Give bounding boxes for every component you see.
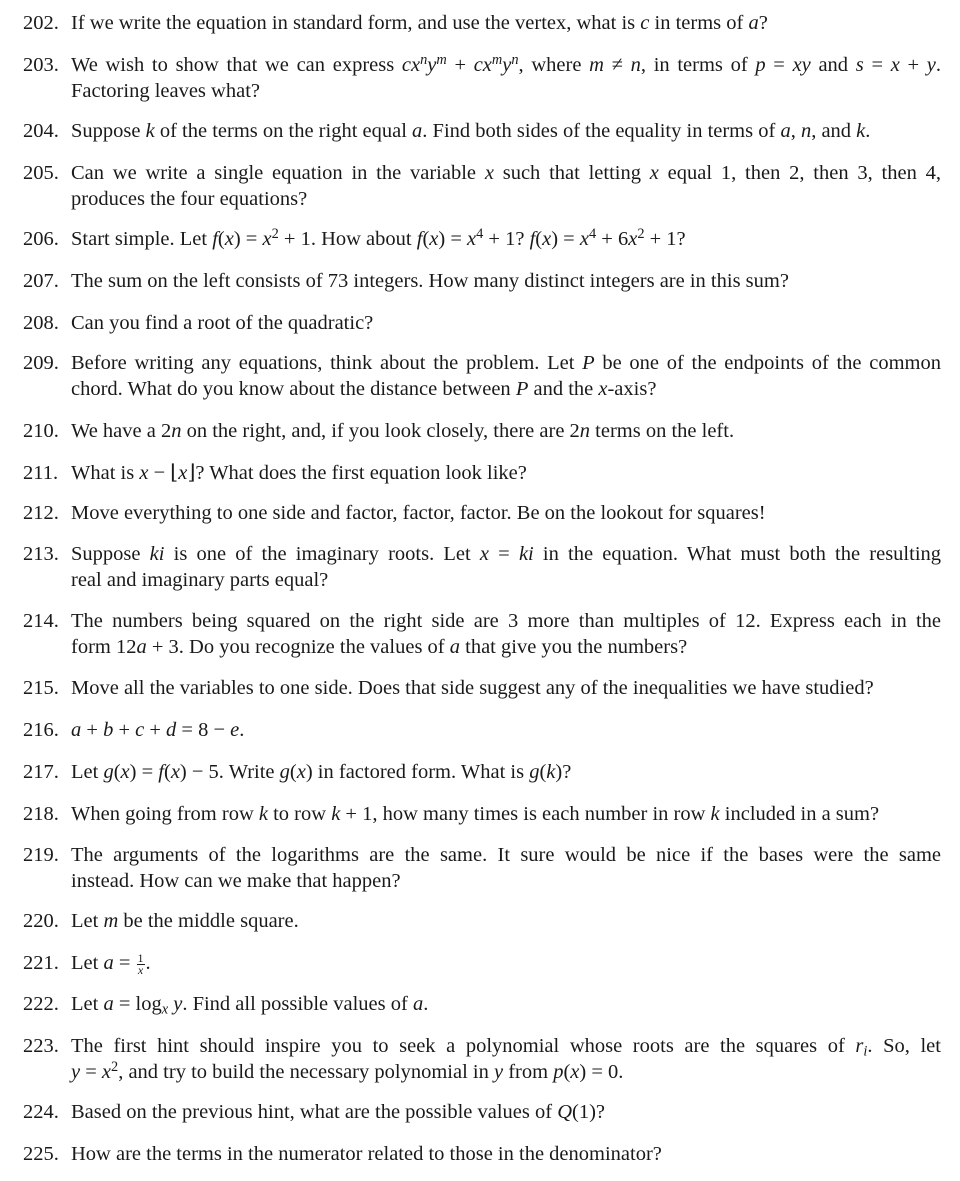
text-run: ( [422, 228, 430, 250]
hint-line [71, 1141, 941, 1167]
hint-number: 205. [23, 162, 59, 184]
hint-number: 204. [23, 120, 59, 142]
fraction [137, 950, 145, 977]
text-run: and the [528, 378, 599, 400]
hint-text [71, 717, 941, 743]
text-run: that give you the numbers? [460, 636, 688, 658]
text-run: . Find both sides of the equality in terms of [422, 120, 781, 142]
math-variable: a [103, 952, 114, 974]
hint-number: 217. [23, 761, 59, 783]
text-run: is one of the imaginary roots. Let [164, 543, 480, 565]
hint-number: 212. [23, 502, 59, 524]
text-run: )? [555, 761, 572, 783]
math-variable: y [493, 1061, 504, 1083]
text-run: . Find all possible values of [182, 993, 413, 1015]
text-run: . [865, 120, 871, 142]
text-run: + 6 [596, 228, 629, 250]
math-variable: n [630, 54, 641, 76]
superscript: 4 [588, 225, 597, 242]
hint-line [71, 908, 941, 934]
math-variable: x [296, 761, 306, 783]
math-variable: c [640, 12, 650, 34]
hint-text [71, 608, 941, 660]
hint-number: 216. [23, 719, 59, 741]
text-run: Can you find a root of the quadratic? [71, 312, 374, 334]
hint-item [23, 268, 941, 294]
hint-line [71, 350, 941, 376]
text-run: + 3. Do you recognize the values of [146, 636, 450, 658]
math-variable: n [171, 420, 182, 442]
superscript: 2 [637, 225, 645, 242]
math-variable: x [542, 228, 552, 250]
math-variable: n [800, 120, 812, 142]
text-run: ⌋? What does the first equation look like? [187, 462, 527, 484]
hint-line [71, 842, 941, 868]
math-variable: p [553, 1061, 564, 1083]
math-variable: x [224, 228, 234, 250]
hint-item [23, 717, 941, 743]
hint-line [71, 541, 941, 567]
text-run: chord. What do you know about the distance between [71, 378, 516, 400]
math-variable: cx [401, 54, 421, 76]
hint-number: 222. [23, 993, 59, 1015]
hint-line [71, 717, 941, 743]
math-variable: x [139, 462, 149, 484]
math-variable: x [101, 1061, 112, 1083]
math-variable: x [170, 761, 180, 783]
hint-text [71, 541, 941, 593]
text-run: be one of the endpoints of the common [594, 352, 941, 374]
text-run: ( [563, 1061, 571, 1083]
text-run: When going from row [71, 803, 259, 825]
hint-line [71, 1099, 941, 1125]
text-run: from [503, 1061, 554, 1083]
hint-item [23, 1141, 941, 1167]
math-variable: x [598, 378, 608, 400]
hint-item [23, 226, 941, 252]
text-run: − ⌊ [148, 462, 179, 484]
text-run: of the terms on the right equal [154, 120, 413, 142]
math-variable: x [120, 761, 130, 783]
text-run: . So, let [867, 1035, 941, 1057]
text-run: ( [535, 228, 543, 250]
text-run: (1)? [572, 1101, 606, 1123]
text-run: ( [113, 761, 121, 783]
math-variable: e [230, 719, 240, 741]
text-run: , and try to build the necessary polynomial in [118, 1061, 494, 1083]
hint-line [71, 567, 941, 593]
fraction-numerator: 1 [137, 950, 144, 965]
hint-number: 208. [23, 312, 59, 334]
hint-line [71, 376, 941, 402]
math-variable: x [467, 228, 477, 250]
hint-item [23, 1033, 941, 1085]
text-run: + 1. How about [278, 228, 417, 250]
math-variable: xy [792, 54, 811, 76]
hint-item [23, 842, 941, 894]
math-variable: x [628, 228, 638, 250]
hint-item [23, 801, 941, 827]
hint-item [23, 759, 941, 785]
text-run: real and imaginary parts equal? [71, 569, 329, 591]
text-run: + [446, 54, 474, 76]
hint-number: 221. [23, 952, 59, 974]
text-run: form 12 [71, 636, 137, 658]
hint-number: 202. [23, 12, 59, 34]
hint-line [71, 868, 941, 894]
math-variable: p [755, 54, 766, 76]
hint-line [71, 759, 941, 785]
math-variable: y [173, 993, 183, 1015]
subscript: i [863, 1043, 868, 1060]
math-variable: a [412, 993, 424, 1015]
hint-line [71, 310, 941, 336]
hint-text [71, 10, 941, 36]
hint-number: 213. [23, 543, 59, 565]
text-run: Start simple. Let [71, 228, 213, 250]
text-run: ) = [129, 761, 159, 783]
hint-number: 209. [23, 352, 59, 374]
text-run: + 1, how many times is each number in row [340, 803, 711, 825]
text-run: Based on the previous hint, what are the possible values of [71, 1101, 558, 1123]
math-variable: x [429, 228, 439, 250]
text-run: The sum on the left consists of 73 integers. How many distinct integers are in this sum? [71, 270, 789, 292]
math-variable: a [103, 993, 114, 1015]
hint-item [23, 908, 941, 934]
math-variable: k [546, 761, 556, 783]
hint-text [71, 1033, 941, 1085]
text-run: ( [163, 761, 171, 783]
hint-number: 220. [23, 910, 59, 932]
math-variable: a [412, 120, 423, 142]
hint-text [71, 226, 941, 252]
superscript: 4 [476, 225, 484, 242]
math-variable: f [158, 761, 164, 783]
hint-text [71, 160, 941, 212]
text-run: in the equation. What must both the resulting [533, 543, 942, 565]
math-variable: ki [149, 543, 165, 565]
math-variable: a [71, 719, 82, 741]
hint-number: 224. [23, 1101, 59, 1123]
hint-text [71, 268, 941, 294]
math-variable: y [427, 54, 437, 76]
text-run: Move everything to one side and factor, factor, factor. Be on the lookout for squares! [71, 502, 766, 524]
superscript: n [511, 51, 519, 68]
text-run: = [113, 952, 136, 974]
math-variable: cx [473, 54, 492, 76]
text-run: ) = [551, 228, 580, 250]
text-run: ) = 0. [579, 1061, 624, 1083]
hint-line [71, 460, 941, 486]
hint-item [23, 350, 941, 402]
text-run: Before writing any equations, think about the problem. Let [71, 352, 583, 374]
text-run: = log [113, 993, 162, 1015]
text-run: Let [71, 910, 104, 932]
math-variable: k [710, 803, 720, 825]
text-run: terms on the left. [590, 420, 735, 442]
text-run: We wish to show that we can express [71, 54, 402, 76]
text-run: + [81, 719, 104, 741]
hint-text [71, 801, 941, 827]
text-run: ( [289, 761, 297, 783]
hint-text [71, 675, 941, 701]
text-run: How are the terms in the numerator related to those in the denominator? [71, 1143, 662, 1165]
text-run: , where [518, 54, 590, 76]
math-variable: k [331, 803, 341, 825]
hint-line [71, 418, 941, 444]
math-variable: y [71, 1061, 81, 1083]
text-run: instead. How can we make that happen? [71, 870, 401, 892]
text-run: , [790, 120, 801, 142]
text-run: + 1? [483, 228, 530, 250]
hint-text [71, 1141, 941, 1167]
text-run: Let [71, 761, 104, 783]
hint-item [23, 991, 941, 1017]
math-variable: m [589, 54, 604, 76]
text-run: . [145, 952, 151, 974]
text-run: = [765, 54, 793, 76]
hint-number: 214. [23, 610, 59, 632]
hint-line [71, 1033, 941, 1059]
math-variable: y [502, 54, 512, 76]
hint-item [23, 118, 941, 144]
text-run: , in terms of [640, 54, 756, 76]
math-variable: f [529, 228, 536, 250]
hint-number: 207. [23, 270, 59, 292]
math-variable: x [479, 543, 489, 565]
math-variable: k [856, 120, 866, 142]
hint-line [71, 950, 941, 976]
hint-item [23, 10, 941, 36]
math-variable: y [926, 54, 936, 76]
math-variable: a [748, 12, 759, 34]
text-run: The numbers being squared on the right side are 3 more than multiples of 12. Express each in the [71, 610, 941, 632]
hint-item [23, 608, 941, 660]
hint-item [23, 541, 941, 593]
hint-text [71, 310, 941, 336]
math-variable: x [484, 162, 494, 184]
text-run: The first hint should inspire you to seek a polynomial whose roots are the squares of [71, 1035, 856, 1057]
text-run: Suppose [71, 543, 150, 565]
text-run: ( [539, 761, 547, 783]
hint-text [71, 460, 941, 486]
hint-line [71, 608, 941, 634]
text-run: ( [217, 228, 225, 250]
hint-line [71, 675, 941, 701]
hint-text [71, 759, 941, 785]
text-run: ≠ [603, 54, 631, 76]
hint-item [23, 160, 941, 212]
math-variable: s [855, 54, 864, 76]
hint-line [71, 118, 941, 144]
hint-line [71, 186, 941, 212]
hint-line [71, 801, 941, 827]
text-run: and [810, 54, 856, 76]
hint-text [71, 118, 941, 144]
text-run: Let [71, 993, 104, 1015]
superscript: m [436, 51, 447, 68]
subscript: x [161, 1001, 169, 1018]
hint-number: 203. [23, 54, 59, 76]
hint-item [23, 310, 941, 336]
text-run: . [935, 54, 941, 76]
hint-text [71, 950, 941, 976]
hint-number: 223. [23, 1035, 59, 1057]
fraction-denominator: x [137, 962, 144, 977]
hint-line [71, 268, 941, 294]
superscript: 2 [271, 225, 279, 242]
hint-line [71, 226, 941, 252]
text-run: ) − 5. Write [179, 761, 280, 783]
text-run: We have a 2 [71, 420, 172, 442]
text-run: produces the four equations? [71, 188, 308, 210]
hint-line [71, 1059, 941, 1085]
math-variable: b [103, 719, 114, 741]
text-run: Factoring leaves what? [71, 80, 260, 102]
text-run: equal 1, then 2, then 3, then 4, [658, 162, 941, 184]
hint-number: 218. [23, 803, 59, 825]
hint-text [71, 908, 941, 934]
text-run: . [423, 993, 429, 1015]
text-run: such that letting [493, 162, 650, 184]
text-run: . [239, 719, 245, 741]
text-run: + [113, 719, 136, 741]
math-variable: x [579, 228, 589, 250]
hint-text [71, 52, 941, 104]
superscript: n [420, 51, 428, 68]
hint-number: 219. [23, 844, 59, 866]
math-variable: ki [518, 543, 534, 565]
math-variable: x [178, 462, 188, 484]
hint-text [71, 418, 941, 444]
math-variable: g [103, 761, 114, 783]
text-run: Can we write a single equation in the variable [71, 162, 485, 184]
text-run: to row [267, 803, 332, 825]
text-run: included in a sum? [719, 803, 880, 825]
math-variable: g [279, 761, 290, 783]
hint-line [71, 500, 941, 526]
hint-line [71, 160, 941, 186]
hint-item [23, 52, 941, 104]
hint-text [71, 350, 941, 402]
text-run: + [144, 719, 167, 741]
hint-text [71, 1099, 941, 1125]
text-run: What is [71, 462, 140, 484]
hint-line [71, 78, 941, 104]
hint-line [71, 52, 941, 78]
hint-item [23, 460, 941, 486]
text-run: ) = [233, 228, 263, 250]
text-run: = [80, 1061, 102, 1083]
math-variable: g [529, 761, 540, 783]
hint-number: 211. [23, 462, 59, 484]
math-variable: k [145, 120, 155, 142]
hint-line [71, 10, 941, 36]
text-run: + 1? [644, 228, 686, 250]
hint-item [23, 675, 941, 701]
text-run: ? [758, 12, 768, 34]
text-run: Let [71, 952, 104, 974]
text-run: = [863, 54, 891, 76]
math-variable: c [135, 719, 145, 741]
math-variable: d [166, 719, 177, 741]
text-run: ) in factored form. What is [305, 761, 530, 783]
math-variable: f [212, 228, 218, 250]
superscript: m [491, 51, 503, 68]
hint-line [71, 991, 941, 1017]
math-variable: a [136, 636, 147, 658]
text-run: = [489, 543, 519, 565]
hint-number: 225. [23, 1143, 59, 1165]
math-variable: n [579, 420, 591, 442]
hint-item [23, 500, 941, 526]
text-run: in terms of [649, 12, 749, 34]
hint-line [71, 634, 941, 660]
math-variable: a [780, 120, 791, 142]
hint-number: 215. [23, 677, 59, 699]
text-run: If we write the equation in standard form, and use the vertex, what is [71, 12, 641, 34]
text-run: Suppose [71, 120, 146, 142]
text-run: The arguments of the logarithms are the same. It sure would be nice if the bases were the same [71, 844, 941, 866]
hint-text [71, 991, 941, 1017]
text-run: be the middle square. [118, 910, 299, 932]
math-variable: f [416, 228, 423, 250]
hint-text [71, 842, 941, 894]
math-variable: r [855, 1035, 864, 1057]
hint-item [23, 1099, 941, 1125]
math-variable: P [515, 378, 529, 400]
math-variable: x [649, 162, 659, 184]
math-variable: Q [557, 1101, 573, 1123]
text-run: Move all the variables to one side. Does that side suggest any of the inequalities we have studied? [71, 677, 874, 699]
math-variable: k [258, 803, 268, 825]
text-run: + [899, 54, 927, 76]
superscript: 2 [111, 1058, 119, 1075]
math-variable: x [570, 1061, 580, 1083]
math-variable: x [262, 228, 272, 250]
text-run: , and [811, 120, 857, 142]
hint-text [71, 500, 941, 526]
text-run: -axis? [607, 378, 657, 400]
hint-item [23, 418, 941, 444]
math-variable: P [582, 352, 595, 374]
math-variable: a [449, 636, 461, 658]
text-run: = 8 − [176, 719, 231, 741]
text-run: on the right, and, if you look closely, there are 2 [181, 420, 580, 442]
hint-number: 210. [23, 420, 59, 442]
text-run: ) = [438, 228, 468, 250]
math-variable: x [890, 54, 900, 76]
math-variable: m [103, 910, 119, 932]
hint-number: 206. [23, 228, 59, 250]
hint-item [23, 950, 941, 976]
